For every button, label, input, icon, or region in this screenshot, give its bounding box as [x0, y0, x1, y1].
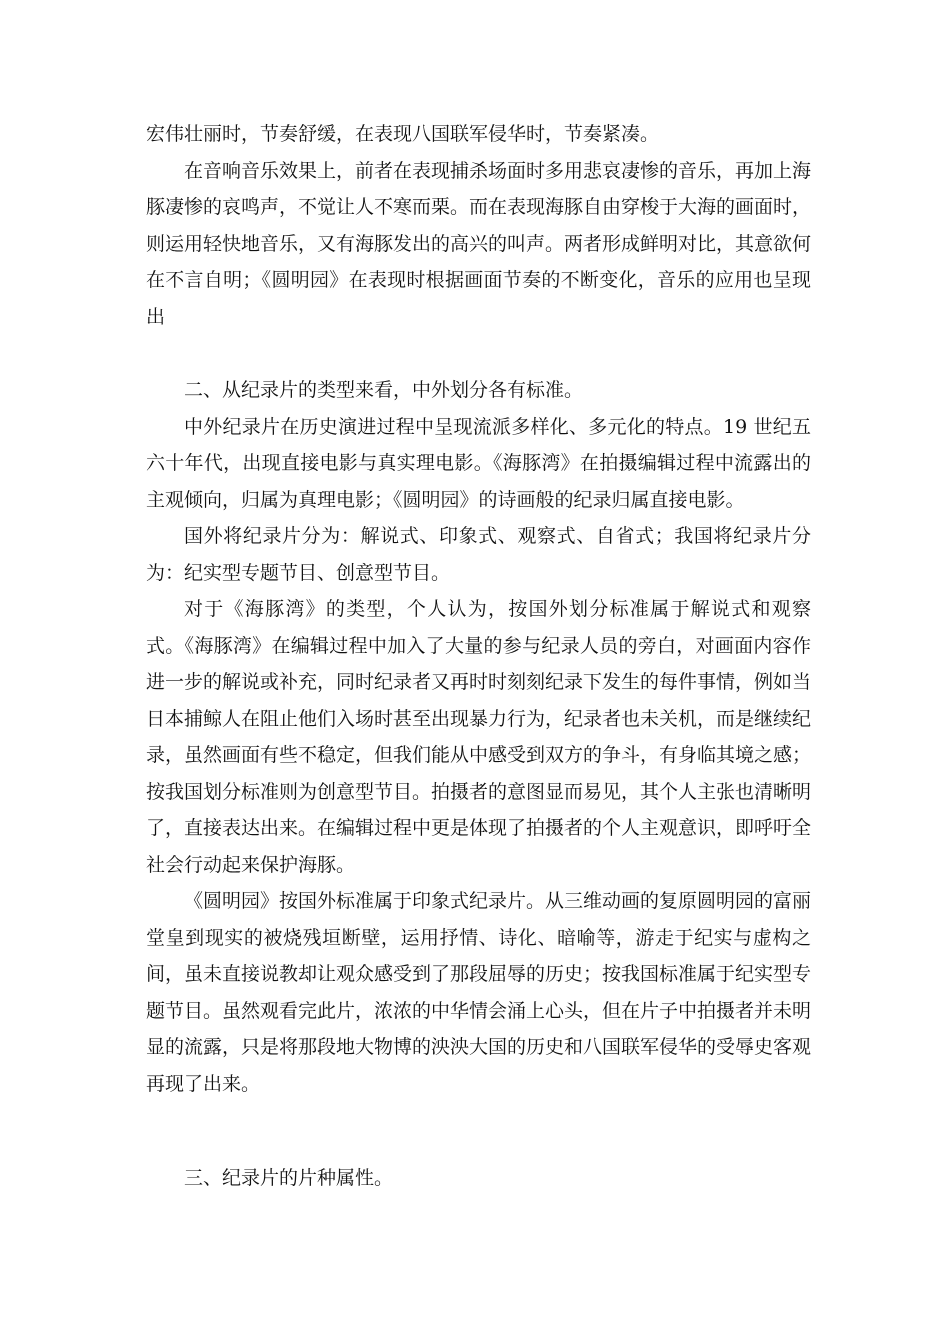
paragraph-dolphin-cove-type: 对于《海豚湾》的类型，个人认为，按国外划分标准属于解说式和观察式。《海豚湾》在编辑过程中加入了大量的参与纪录人员的旁白，对画面内容作进一步的解说或补充，同时纪录者又再时时刻刻纪录下发生的每件事情，例如当日本捕鲸人在阻止他们入场时甚至出现暴力行为，纪录者也未关机，而是继续纪录，虽然画面有些不稳定，但我们能从中感受到双方的争斗，有身临其境之感；按我国划分标准则为创意型节目。拍摄者的意图显而易见，其个人主张也清晰明了，直接表达出来。在编辑过程中更是体现了拍摄者的个人主观意识，即呼吁全社会行动起来保护海豚。 — [146, 598, 812, 876]
paragraph-history: 中外纪录片在历史演进过程中呈现流派多样化、多元化的特点。19 世纪五六十年代，出现直接电影与真实理电影。《海豚湾》在拍摄编辑过程中流露出的主观倾向，归属为真理电影；《圆明园》的诗画般的纪录归属直接电影。 — [146, 415, 811, 511]
paragraph-yuanmingyuan-type: 《圆明园》按国外标准属于印象式纪录片。从三维动画的复原圆明园的富丽堂皇到现实的被烧残垣断壁，运用抒情、诗化、暗喻等，游走于纪实与虚构之间，虽未直接说教却让观众感受到了那段屈辱的历史；按我国标准属于纪实型专题节目。虽然观看完此片，浓浓的中华情会涌上心头，但在片子中拍摄者并未明显的流露，只是将那段地大物博的泱泱大国的历史和八国联军侵华的受辱史客观再现了出来。 — [146, 890, 812, 1095]
section-audio-visual-continued — [146, 116, 811, 335]
paragraph-sound-music: 在音响音乐效果上，前者在表现捕杀场面时多用悲哀凄惨的音乐，再加上海豚凄惨的哀鸣声，不觉让人不寒而栗。而在表现海豚自由穿梭于大海的画面时，则运用轻快地音乐，又有海豚发出的高兴的叫声。两者形成鲜明对比，其意欲何在不言自明；《圆明园》在表现时根据画面节奏的不断变化，音乐的应用也呈现出 — [146, 159, 812, 328]
section-documentary-types — [146, 372, 811, 1102]
paragraph-classification: 国外将纪录片分为：解说式、印象式、观察式、自省式；我国将纪录片分为：纪实型专题节目、创意型节目。 — [146, 525, 811, 584]
section-genre-attributes — [146, 1160, 811, 1197]
section-heading-genre: 三、纪录片的片种属性。 — [184, 1167, 394, 1189]
section-heading-types: 二、从纪录片的类型来看，中外划分各有标准。 — [184, 379, 584, 401]
paragraph-continued: 宏伟壮丽时，节奏舒缓，在表现八国联军侵华时，节奏紧凑。 — [146, 123, 660, 145]
